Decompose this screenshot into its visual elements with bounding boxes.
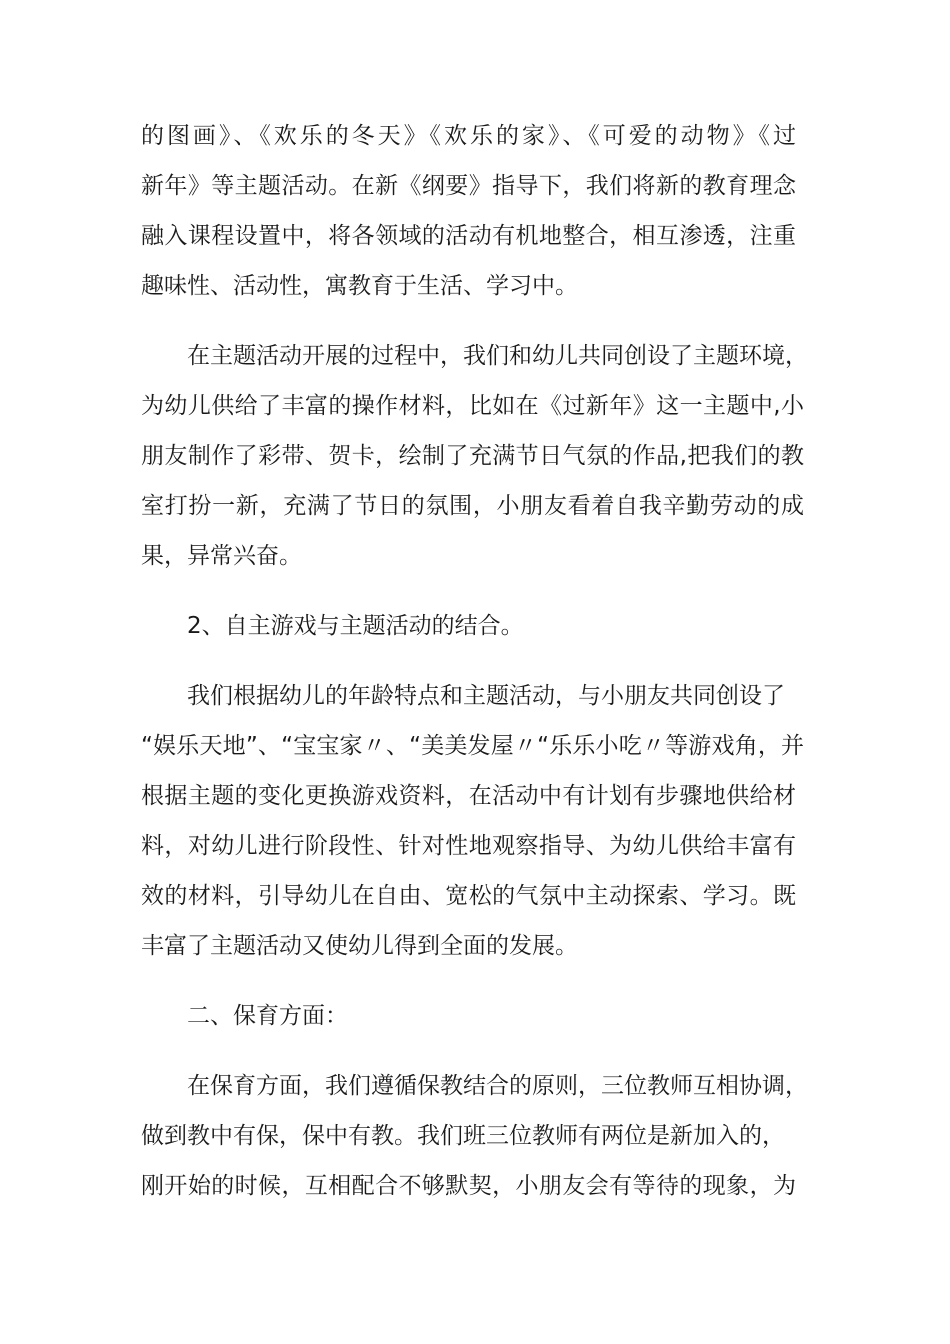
paragraph-4-line-5: 效的材料，引导幼儿在自由、宽松的气氛中主动探索、学习。既 — [141, 883, 796, 909]
paragraph-6-line-2: 做到教中有保，保中有教。我们班三位教师有两位是新加入的， — [141, 1123, 785, 1149]
paragraph-6-line-3: 刚开始的时候，互相配合不够默契，小朋友会有等待的现象，为 — [141, 1173, 796, 1199]
paragraph-4-line-1: 我们根据幼儿的年龄特点和主题活动，与小朋友共同创设了 — [187, 683, 785, 709]
paragraph-2-line-4: 室打扮一新，充满了节日的氛围，小朋友看着自我辛勤劳动的成 — [141, 493, 804, 519]
paragraph-6-line-1: 在保育方面，我们遵循保教结合的原则，三位教师互相协调， — [187, 1073, 808, 1099]
paragraph-1-line-4: 趣味性、活动性，寓教育于生活、学习中。 — [141, 273, 578, 299]
paragraph-1-line-1: 的图画》、《欢乐的冬天》《欢乐的家》、《可爱的动物》《过 — [141, 123, 796, 149]
section-heading-care: 二、保育方面： — [187, 1003, 348, 1029]
paragraph-2-line-2: 为幼儿供给了丰富的操作材料，比如在《过新年》这一主题中,小 — [141, 393, 804, 419]
section-heading-2: 2、自主游戏与主题活动的结合。 — [187, 613, 524, 639]
paragraph-2-line-1: 在主题活动开展的过程中，我们和幼儿共同创设了主题环境， — [187, 343, 808, 369]
paragraph-4-line-6: 丰富了主题活动又使幼儿得到全面的发展。 — [141, 933, 578, 959]
paragraph-1-line-3: 融入课程设置中，将各领域的活动有机地整合，相互渗透，注重 — [141, 223, 796, 249]
paragraph-1-line-2: 新年》等主题活动。在新《纲要》指导下，我们将新的教育理念 — [141, 173, 796, 199]
paragraph-4-line-3: 根据主题的变化更换游戏资料，在活动中有计划有步骤地供给材 — [141, 783, 796, 809]
paragraph-4-line-4: 料，对幼儿进行阶段性、针对性地观察指导、为幼儿供给丰富有 — [141, 833, 796, 859]
paragraph-2-line-3: 朋友制作了彩带、贺卡，绘制了充满节日气氛的作品,把我们的教 — [141, 443, 804, 469]
paragraph-4-line-2: “娱乐天地”、“宝宝家〃、“美美发屋〃“乐乐小吃〃等游戏角，并 — [141, 733, 804, 759]
paragraph-2-line-5: 果，异常兴奋。 — [141, 543, 302, 569]
